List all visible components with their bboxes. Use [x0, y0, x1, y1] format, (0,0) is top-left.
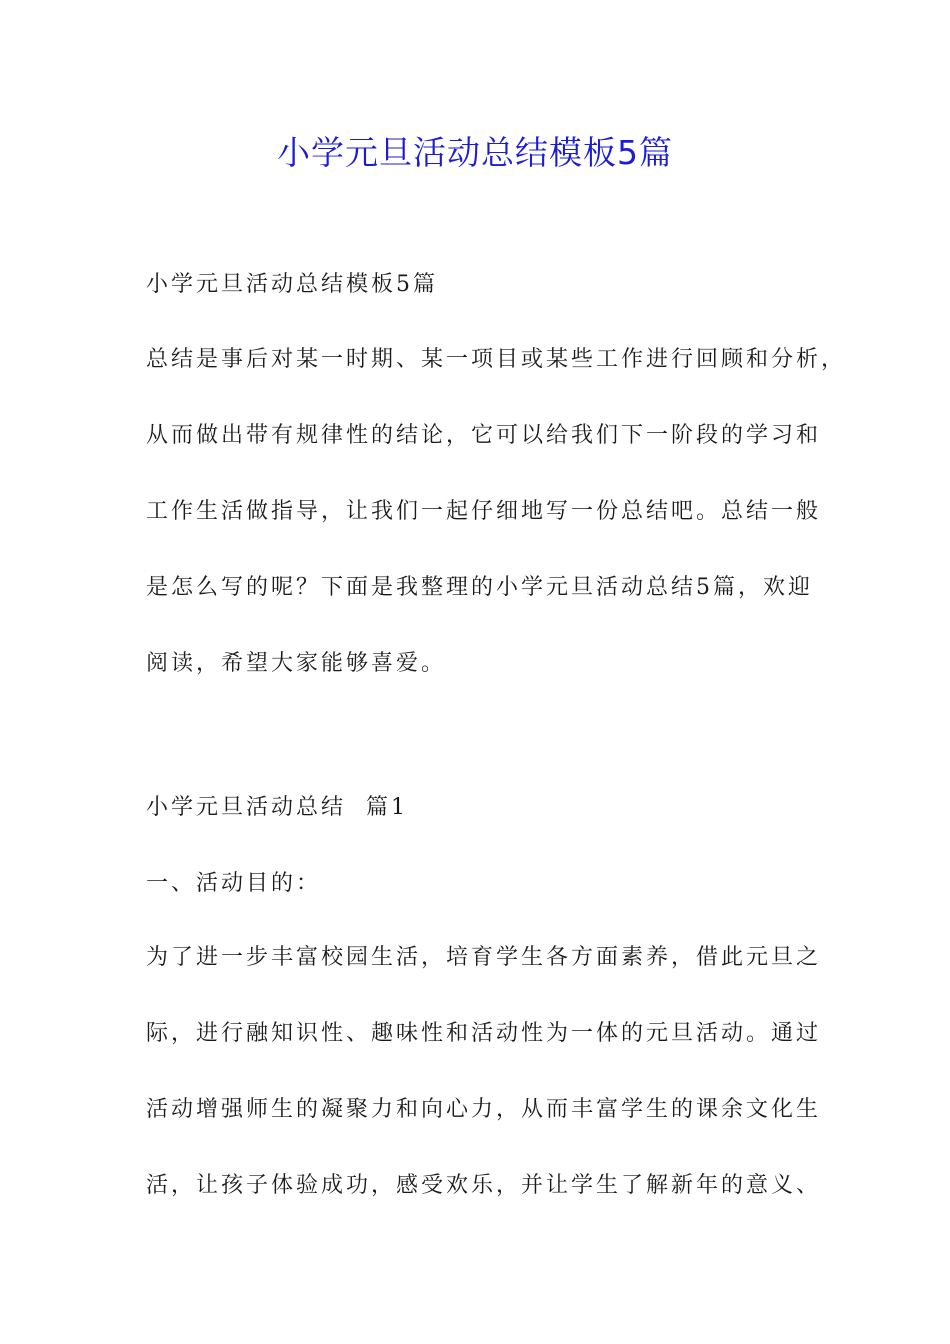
document-subtitle [146, 267, 816, 303]
intro-line: 是怎么写的呢？下面是我整理的小学元旦活动总结5篇，欢迎 [146, 575, 813, 600]
document-title: 小学元旦活动总结模板5篇 [277, 133, 673, 172]
section-subheading [146, 866, 816, 902]
section-paragraph [146, 940, 822, 1204]
section-line: 际，进行融知识性、趣味性和活动性为一体的元旦活动。通过 [146, 1021, 822, 1046]
intro-line: 从而做出带有规律性的结论，它可以给我们下一阶段的学习和 [146, 423, 822, 448]
intro-line: 总结是事后对某一时期、某一项目或某些工作进行回顾和分析， [146, 347, 847, 372]
section-line: 活，让孩子体验成功，感受欢乐，并让学生了解新年的意义、 [146, 1173, 822, 1198]
section-line: 为了进一步丰富校园生活，培育学生各方面素养，借此元旦之 [146, 945, 822, 970]
section-heading-line: 小学元旦活动总结 篇1 [146, 795, 408, 820]
intro-paragraph [146, 342, 847, 682]
section-line: 活动增强师生的凝聚力和向心力，从而丰富学生的课余文化生 [146, 1097, 822, 1122]
section-heading [146, 790, 816, 826]
intro-line: 阅读，希望大家能够喜爱。 [146, 651, 447, 676]
intro-line: 工作生活做指导，让我们一起仔细地写一份总结吧。总结一般 [146, 499, 822, 524]
subtitle-line: 小学元旦活动总结模板5篇 [146, 272, 438, 297]
section-subheading-line: 一、活动目的： [146, 871, 322, 896]
